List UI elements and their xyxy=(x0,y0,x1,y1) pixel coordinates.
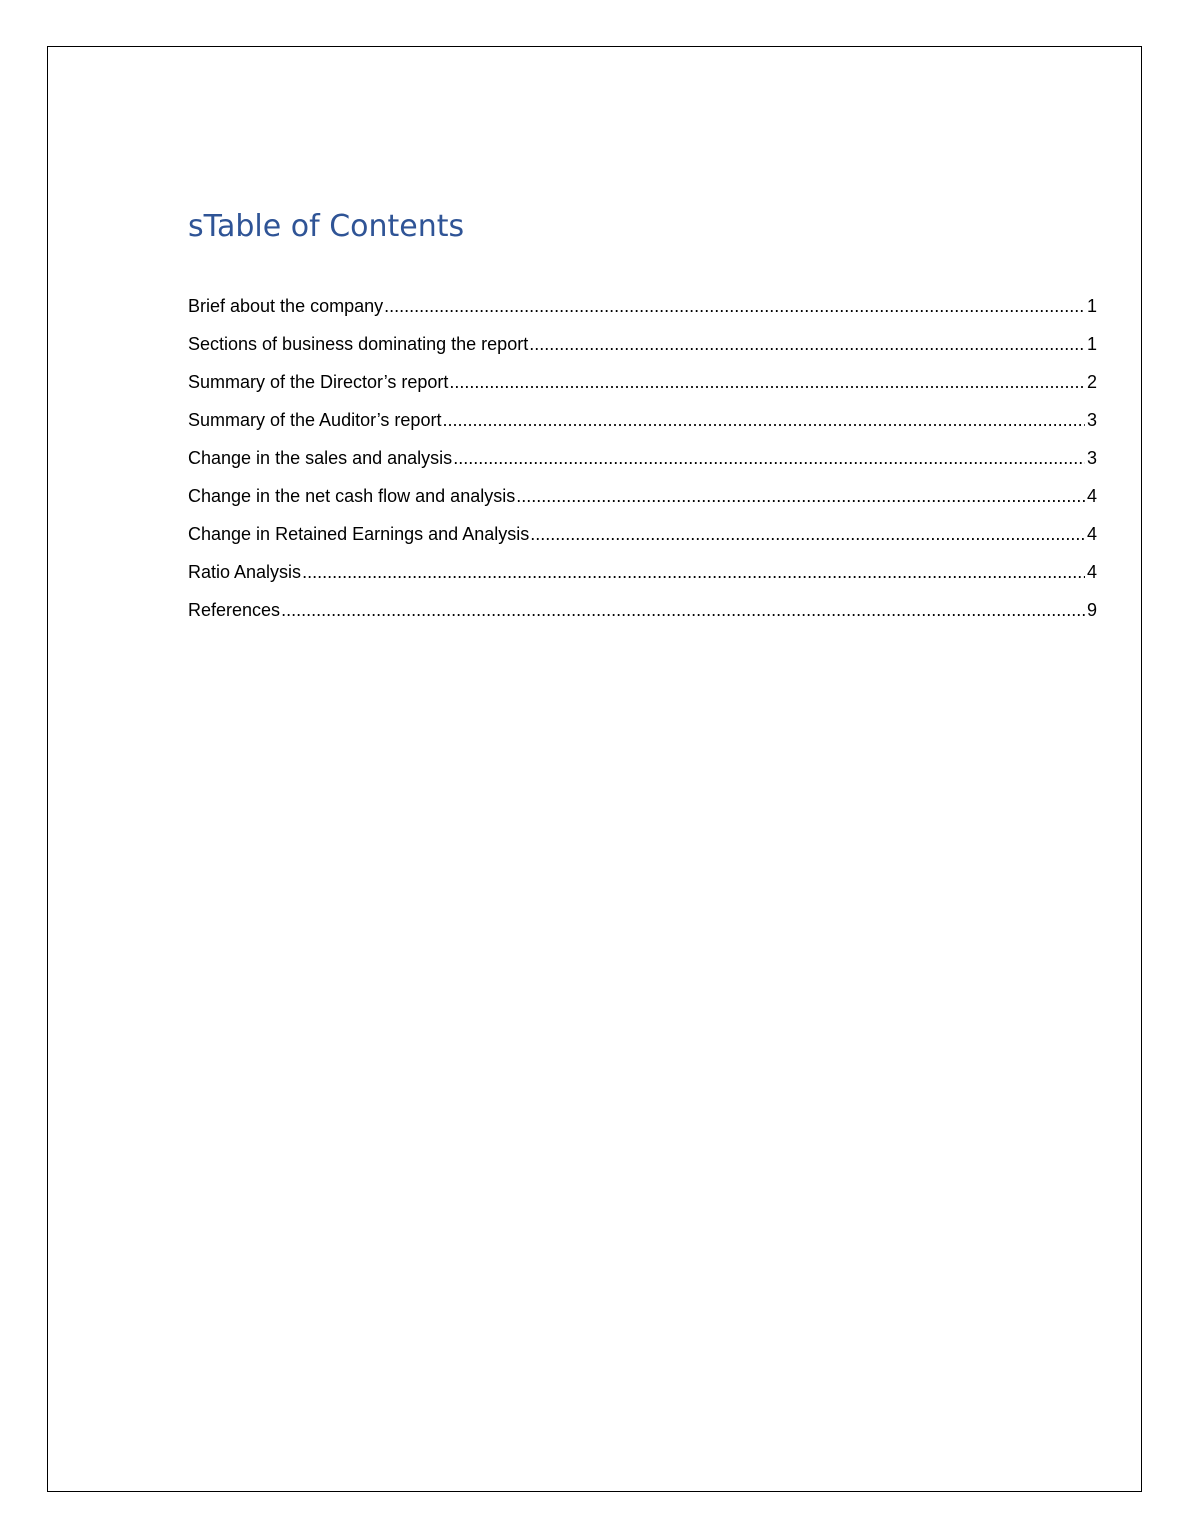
toc-dot-leader xyxy=(302,559,1085,585)
toc-dot-leader xyxy=(384,293,1085,319)
toc-entry-sales-analysis[interactable] xyxy=(188,445,1097,483)
toc-entry-brief-about-company[interactable] xyxy=(188,293,1097,331)
toc-entry-label: Sections of business dominating the report xyxy=(188,334,529,354)
toc-page-number: 4 xyxy=(1086,524,1097,544)
toc-dot-leader xyxy=(529,331,1085,357)
toc-entry-label: Ratio Analysis xyxy=(188,562,302,582)
toc-page-number: 1 xyxy=(1086,296,1097,316)
toc-entry-label: Change in the net cash flow and analysis xyxy=(188,486,516,506)
toc-page-number: 3 xyxy=(1086,448,1097,468)
toc-entry-label: Summary of the Director’s report xyxy=(188,372,449,392)
toc-page-number: 2 xyxy=(1086,372,1097,392)
toc-page-number: 1 xyxy=(1086,334,1097,354)
toc-entry-auditors-report[interactable] xyxy=(188,407,1097,445)
toc-dot-leader xyxy=(516,483,1085,509)
toc-dot-leader xyxy=(449,369,1085,395)
toc-page-number: 3 xyxy=(1086,410,1097,430)
toc-entry-sections-of-business[interactable] xyxy=(188,331,1097,369)
toc-entry-label: Summary of the Auditor’s report xyxy=(188,410,442,430)
toc-page-number: 4 xyxy=(1086,562,1097,582)
toc-entry-label: Change in Retained Earnings and Analysis xyxy=(188,524,530,544)
toc-entry-net-cash-flow[interactable] xyxy=(188,483,1097,521)
document-page xyxy=(47,46,1142,1492)
toc-entry-label: References xyxy=(188,600,281,620)
toc-list xyxy=(188,293,1097,635)
toc-entry-directors-report[interactable] xyxy=(188,369,1097,407)
toc-entry-label: Brief about the company xyxy=(188,296,384,316)
toc-entry-ratio-analysis[interactable] xyxy=(188,559,1097,597)
toc-title: sTable of Contents xyxy=(188,209,465,244)
toc-entry-label: Change in the sales and analysis xyxy=(188,448,453,468)
toc-page-number: 4 xyxy=(1086,486,1097,506)
toc-dot-leader xyxy=(530,521,1085,547)
toc-dot-leader xyxy=(442,407,1085,433)
toc-dot-leader xyxy=(281,597,1085,623)
toc-entry-retained-earnings[interactable] xyxy=(188,521,1097,559)
toc-entry-references[interactable] xyxy=(188,597,1097,635)
toc-dot-leader xyxy=(453,445,1085,471)
toc-page-number: 9 xyxy=(1086,600,1097,620)
